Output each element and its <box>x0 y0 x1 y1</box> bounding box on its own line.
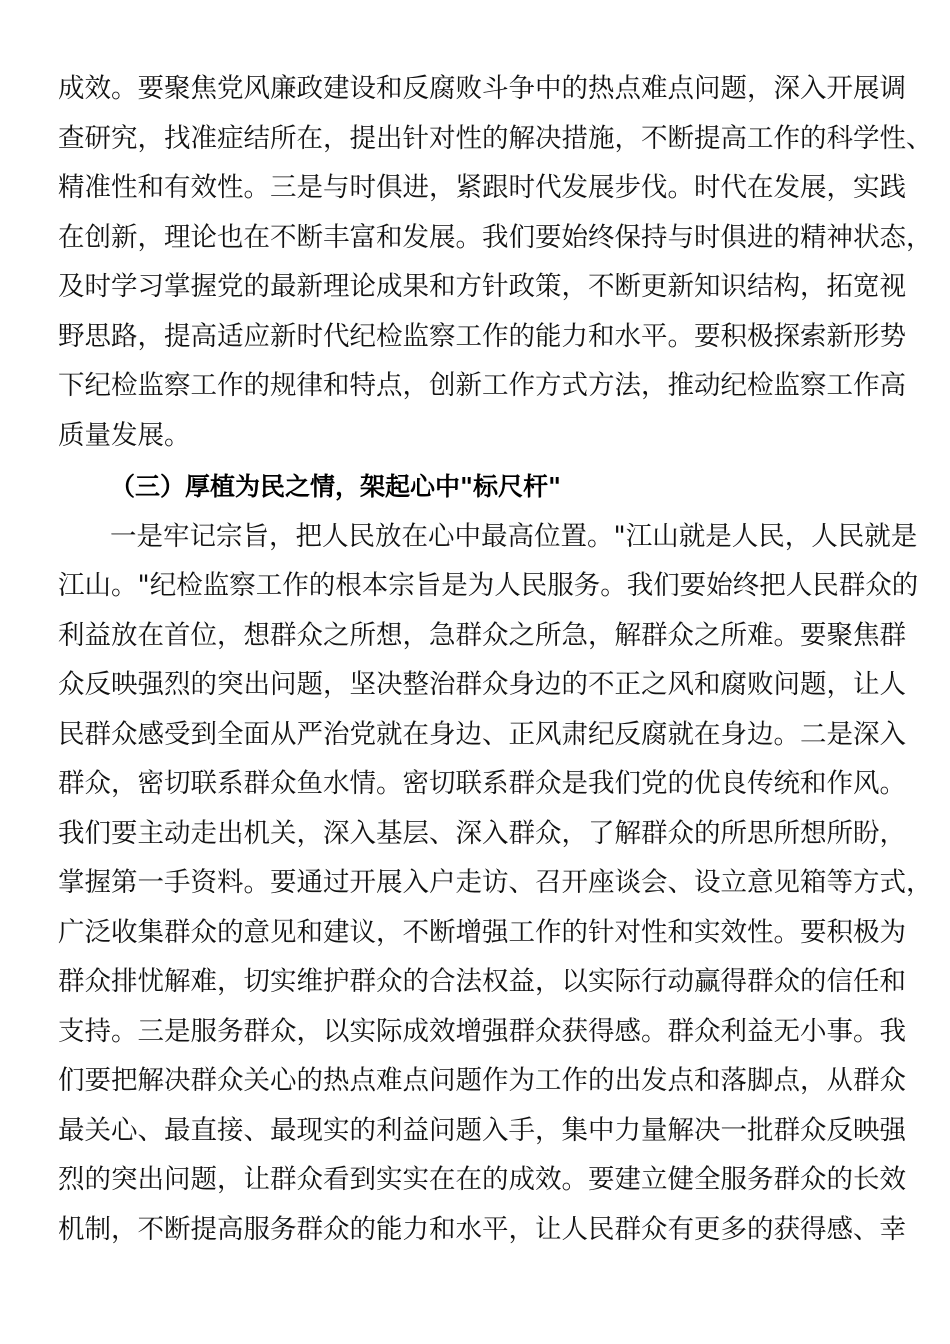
paragraph-2-line-3: 利益放在首位，想群众之所想，急群众之所急，解群众之所难。要聚焦群 <box>58 620 906 651</box>
paragraph-2-line-11: 支持。三是服务群众，以实际成效增强群众获得感。群众利益无小事。我 <box>58 1016 906 1047</box>
paragraph-2-line-13: 最关心、最直接、最现实的利益问题入手，集中力量解决一批群众反映强 <box>58 1115 906 1146</box>
paragraph-2-line-5: 民群众感受到全面从严治党就在身边、正风肃纪反腐就在身边。二是深入 <box>58 719 906 750</box>
paragraph-2-line-9: 广泛收集群众的意见和建议，不断增强工作的针对性和实效性。要积极为 <box>58 917 906 948</box>
paragraph-2-line-15: 机制，不断提高服务群众的能力和水平，让人民群众有更多的获得感、幸 <box>58 1214 906 1245</box>
paragraph-2-line-1: 一是牢记宗旨，把人民放在心中最高位置。"江山就是人民，人民就是 <box>110 521 918 552</box>
paragraph-1-line-4: 在创新，理论也在不断丰富和发展。我们要始终保持与时俱进的精神状态， <box>58 222 933 253</box>
paragraph-1-line-1: 成效。要聚焦党风廉政建设和反腐败斗争中的热点难点问题，深入开展调 <box>58 73 906 104</box>
paragraph-2-line-12: 们要把解决群众关心的热点难点问题作为工作的出发点和落脚点，从群众 <box>58 1065 906 1096</box>
paragraph-2-line-4: 众反映强烈的突出问题，坚决整治群众身边的不正之风和腐败问题，让人 <box>58 669 906 700</box>
paragraph-2-line-7: 我们要主动走出机关，深入基层、深入群众，了解群众的所思所想所盼， <box>58 818 906 849</box>
paragraph-1-line-8: 质量发展。 <box>58 420 191 451</box>
section-heading: （三）厚植为民之情，架起心中"标尺杆" <box>110 472 562 501</box>
paragraph-2-line-14: 烈的突出问题，让群众看到实实在在的成效。要建立健全服务群众的长效 <box>58 1164 906 1195</box>
paragraph-1-line-3: 精准性和有效性。三是与时俱进，紧跟时代发展步伐。时代在发展，实践 <box>58 172 906 203</box>
paragraph-2-line-8: 掌握第一手资料。要通过开展入户走访、召开座谈会、设立意见箱等方式， <box>58 867 933 898</box>
paragraph-1-line-5: 及时学习掌握党的最新理论成果和方针政策，不断更新知识结构，拓宽视 <box>58 271 906 302</box>
paragraph-2-line-10: 群众排忧解难，切实维护群众的合法权益，以实际行动赢得群众的信任和 <box>58 966 906 997</box>
paragraph-1-line-7: 下纪检监察工作的规律和特点，创新工作方式方法，推动纪检监察工作高 <box>58 370 906 401</box>
paragraph-1-line-6: 野思路，提高适应新时代纪检监察工作的能力和水平。要积极探索新形势 <box>58 321 906 352</box>
paragraph-1-line-2: 查研究，找准症结所在，提出针对性的解决措施，不断提高工作的科学性、 <box>58 123 933 154</box>
paragraph-2-line-6: 群众，密切联系群众鱼水情。密切联系群众是我们党的优良传统和作风。 <box>58 768 906 799</box>
paragraph-2-line-2: 江山。"纪检监察工作的根本宗旨是为人民服务。我们要始终把人民群众的 <box>58 570 919 601</box>
